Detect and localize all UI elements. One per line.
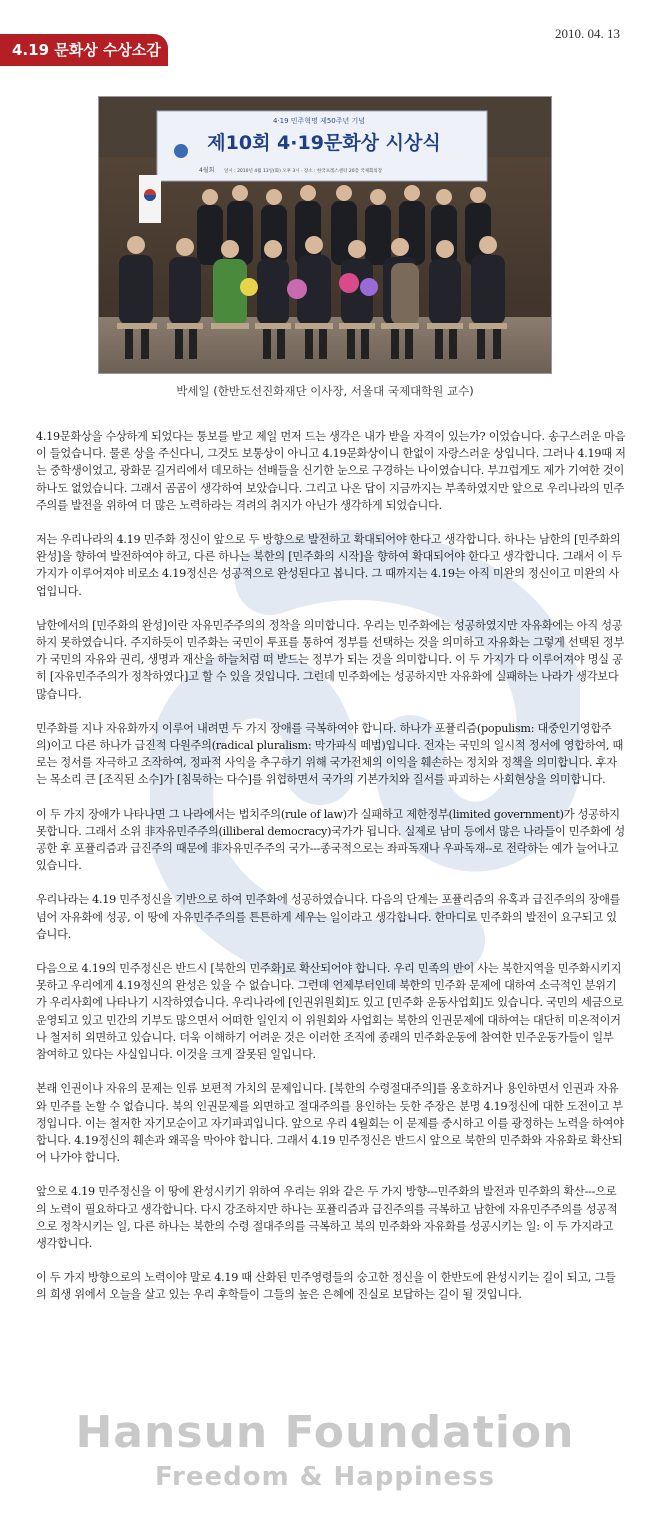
banner-org: 4월회 <box>199 167 215 174</box>
paragraph-5: 이 두 가지 장애가 나타나면 그 나라에서는 법치주의(rule of law)가 실패하고 제한정부(limited government)가 성공하지 못합니다. 그래서 소위 非자유민주주의(illiberal democracy)국가가 됩니다. 실제로 남미 등에서 많은 나라들이 민주화에 성공한 후 포퓰리즘과 급진주의 때문에 非자유민주주의 국가---종국적으로는 좌파독재나 우파독재--로 전락하는 예가 늘어나고 있습니다. <box>36 807 625 873</box>
article-body <box>36 428 626 1321</box>
banner-detail: 일시 : 2010년 4월 13일(화) 오후 3시 · 장소 : 한국프레스센터 20층 국제회의장 <box>224 169 383 174</box>
paragraph-8: 본래 인권이나 자유의 문제는 인류 보편적 가치의 문제입니다. [북한의 수령절대주의]를 옹호하거나 용인하면서 인권과 자유와 민주를 논할 수 없습니다. 북의 인권문제를 외면하고 절대주의를 용인하는 듯한 주장은 분명 4.19정신에 대한 도전이고 부정입니다. 이는 철저한 자기모순이고 자기파괴입니다. 앞으로 우리 4월회는 이 문제를 중시하고 이를 광정하는 노력을 하여야 합니다. 4.19정신의 훼손과 왜곡을 막아야 합니다. 그래서 4.19 민주정신은 반드시 앞으로 북한의 민주화와 자유화로 확산되어 나가야 합니다. <box>36 1082 624 1165</box>
ceremony-photo-image <box>99 97 551 373</box>
foundation-name: Hansun Foundation <box>75 1407 575 1458</box>
paragraph-4: 민주화를 지나 자유화까지 이루어 내려면 두 가지 장애를 극복하여야 합니다. 하나가 포퓰리즘(populism: 대중인기영합주의)이고 다른 하나가 급진적 다원주의(radical pluralism: 막가파식 떼법)입니다. 전자는 국민의 일시적 정서에 영합하여, 때로는 정서를 자극하고 조작하여, 정파적 사익을 추구하기 위해 국가전체의 이익을 훼손하는 정치와 정책을 의미합니다. 후자는 목소리 큰 [조직된 소수]가 [침묵하는 다수]를 위협하면서 국가의 기본가치와 질서를 파괴하는 사회현상을 의미합니다. <box>36 721 624 787</box>
paragraph-7: 다음으로 4.19의 민주정신은 반드시 [북한의 민주화]로 확산되어야 합니다. 우리 민족의 반이 사는 북한지역을 민주화시키지 못하고 우리에게 4.19정신의 완성은 있을 수 없습니다. 그런데 언제부터인데 북한의 민주화 문제에 대하여 소극적인 분위기가 우리사회에 나타나기 시작하였습니다. 우리나라에 [인권위원회]도 있고 [민주화 운동사업회]도 있습니다. 국민의 세금으로 운영되고 있고 민간의 기부도 많으면서 어떠한 일인지 이 위원회와 사업회는 북한의 인권문제에 대하여는 대단히 미온적이거나 철저히 외면하고 있습니다. 더욱 이해하기 어려운 것은 이러한 조직에 종래의 민주화운동에 참여한 민주운동가들이 일부 참여하고 있다는 사실입니다. 이것을 크게 잘못된 일입니다. <box>36 962 624 1062</box>
paragraph-6: 우리나라는 4.19 민주정신을 기반으로 하여 민주화에 성공하였습니다. 다음의 단계는 포퓰리즘의 유혹과 급진주의의 장애를 넘어 자유화에 성공, 이 땅에 자유민주주의를 튼튼하게 세우는 일이라고 생각합니다. 한마디로 민주화의 발전이 요구되고 있습니다. <box>36 893 621 941</box>
publish-date: 2010. 04. 13 <box>555 26 620 41</box>
top-border <box>0 0 650 6</box>
banner-title: 제10회 4·19문화상 시상식 <box>207 132 441 154</box>
paragraph-10: 이 두 가지 방향으로의 노력이야 말로 4.19 때 산화된 민주영령들의 숭고한 정신을 이 한반도에 완성시키는 길이 되고, 그들의 희생 위에서 오늘을 살고 있는 우리 후학들이 그들의 높은 은혜에 진실로 보답하는 길이 될 것입니다. <box>36 1271 616 1302</box>
paragraph-2: 저는 우리나라의 4.19 민주화 정신이 앞으로 두 방향으로 발전하고 확대되어야 한다고 생각합니다. 하나는 남한의 [민주화의 완성]을 향하여 발전하여야 하고, 다른 하나는 북한의 [민주화의 시작]을 향하여 확대되어야 한다고 생각합니다. 그래서 이 두 가지가 이루어져야 비로소 4.19정신은 성공적으로 완성된다고 봅니다. 그 때까지는 4.19는 아직 미완의 정신이고 미완의 사업입니다. <box>36 533 622 598</box>
paragraph-9: 앞으로 4.19 민주정신을 이 땅에 완성시키기 위하여 우리는 위와 같은 두 가지 방향---민주화의 발전과 민주화의 확산---으로의 노력이 필요하다고 생각합니다. 다시 강조하지만 하나는 포퓰리즘과 급진주의를 극복하고 남한에 자유민주주의를 성공적으로 정착시키는 일, 다른 하나는 북한의 수령 절대주의를 극복하고 북의 민주화와 자유화를 성공시키는 일: 이 두 가지라고 생각합니다. <box>36 1185 618 1250</box>
footer-branding <box>0 1406 650 1494</box>
foundation-slogan: Freedom & Happiness <box>154 1462 496 1492</box>
banner-subtitle: 4·19 민주혁명 제50주년 기념 <box>272 117 366 125</box>
paragraph-1: 4.19문화상을 수상하게 되었다는 통보를 받고 제일 먼저 드는 생각은 내가 받을 자격이 있는가? 이었습니다. 송구스러운 마음이 들었습니다. 물론 상을 주신다니, 그것도 보통상이 아니고 4.19문화상이니 한없이 자랑스러운 상입니다. 그러나 4.19때 저는 중학생이었고, 광화문 길거리에서 데모하는 선배들을 신기한 눈으로 구경하는 나이였습니다. 부끄럽게도 제가 기여한 것이 하나도 없었습니다. 그래서 곰곰이 생각하여 보았습니다. 그리고 나온 답이 지금까지는 부족하였지만 앞으로 우리나라의 민주주의를 발전을 위하여 더 많은 노력하라는 격려의 취지가 아닌가 생각하게 되었습니다. <box>36 430 626 512</box>
paragraph-3: 남한에서의 [민주화의 완성]이란 자유민주주의의 정착을 의미합니다. 우리는 민주화에는 성공하였지만 자유화에는 아직 성공하지 못하였습니다. 주지하듯이 민주화는 국민이 투표를 통하여 정부를 선택하는 것을 의미하고 자유화는 그렇게 선택된 정부가 국민의 자유와 권리, 생명과 재산을 하늘처럼 떠 받드는 정부가 되는 것을 의미합니다. 이 두 가지가 다 이루어져야 명실 공히 [자유민주주의가 정착하였다]고 할 수 있을 것입니다. 그런데 민주화에는 성공하지만 자유화에 실패하는 나라가 생각보다 많습니다. <box>36 618 625 701</box>
award-ceremony-photo <box>98 96 552 374</box>
photo-caption: 박세일 (한반도선진화재단 이사장, 서울대 국제대학원 교수) <box>176 384 474 398</box>
section-badge: 4.19 문화상 수상소감 <box>0 34 168 66</box>
